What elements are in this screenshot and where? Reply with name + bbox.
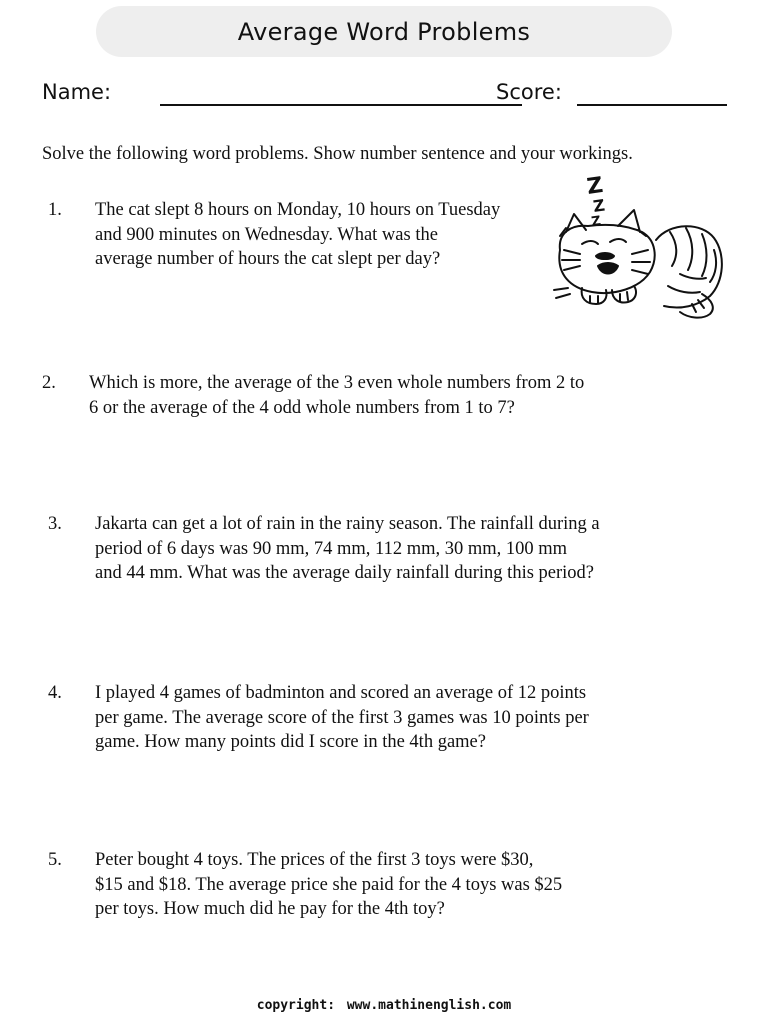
problem-text: Which is more, the average of the 3 even whole numbers from 2 to 6 or the average of the 4 odd whole numbers from 1 to 7? (89, 373, 585, 418)
problem-number: 4. (48, 683, 62, 703)
problem-2 (42, 371, 682, 426)
name-score-row (42, 80, 732, 110)
name-label: Name: (42, 80, 112, 104)
problem-1 (48, 198, 568, 278)
svg-text:Z: Z (585, 172, 605, 200)
score-blank-line (577, 104, 727, 106)
problem-3 (48, 512, 728, 592)
copyright-footer (0, 998, 768, 1013)
problem-number: 2. (42, 373, 56, 393)
sleeping-cat-icon (552, 170, 732, 320)
problem-text: The cat slept 8 hours on Monday, 10 hours on Tuesday and 900 minutes on Wednesday. What was the average number of hours the cat slept per day? (95, 200, 501, 269)
problem-number: 3. (48, 514, 62, 534)
problem-text: Peter bought 4 toys. The prices of the first 3 toys were $30, $15 and $18. The average price she paid for the 4 toys was $25 per toys. How much did he pay for the 4th toy? (95, 850, 563, 919)
problem-4 (48, 681, 728, 761)
website-link[interactable]: www.mathinenglish.com (346, 998, 512, 1013)
instructions-text: Solve the following word problems. Show number sentence and your workings. (42, 144, 633, 164)
problem-number: 1. (48, 200, 62, 220)
problem-text: I played 4 games of badminton and scored an average of 12 points per game. The average score of the first 3 games was 10 points per game. How many points did I score in the 4th game? (95, 683, 589, 752)
problem-5 (48, 848, 728, 928)
svg-text:Z: Z (591, 195, 607, 216)
problem-text: Jakarta can get a lot of rain in the rainy season. The rainfall during a period of 6 days was 90 mm, 74 mm, 112 mm, 30 mm, 100 mm and 44 mm. What was the average daily rainfall during this period? (95, 514, 600, 583)
page-title: Average Word Problems (237, 17, 531, 46)
score-label: Score: (496, 80, 562, 104)
svg-text:Z: Z (590, 213, 602, 230)
copyright-label: copyright: (256, 998, 336, 1013)
title-banner (96, 6, 672, 57)
problem-number: 5. (48, 850, 62, 870)
name-blank-line (160, 104, 522, 106)
